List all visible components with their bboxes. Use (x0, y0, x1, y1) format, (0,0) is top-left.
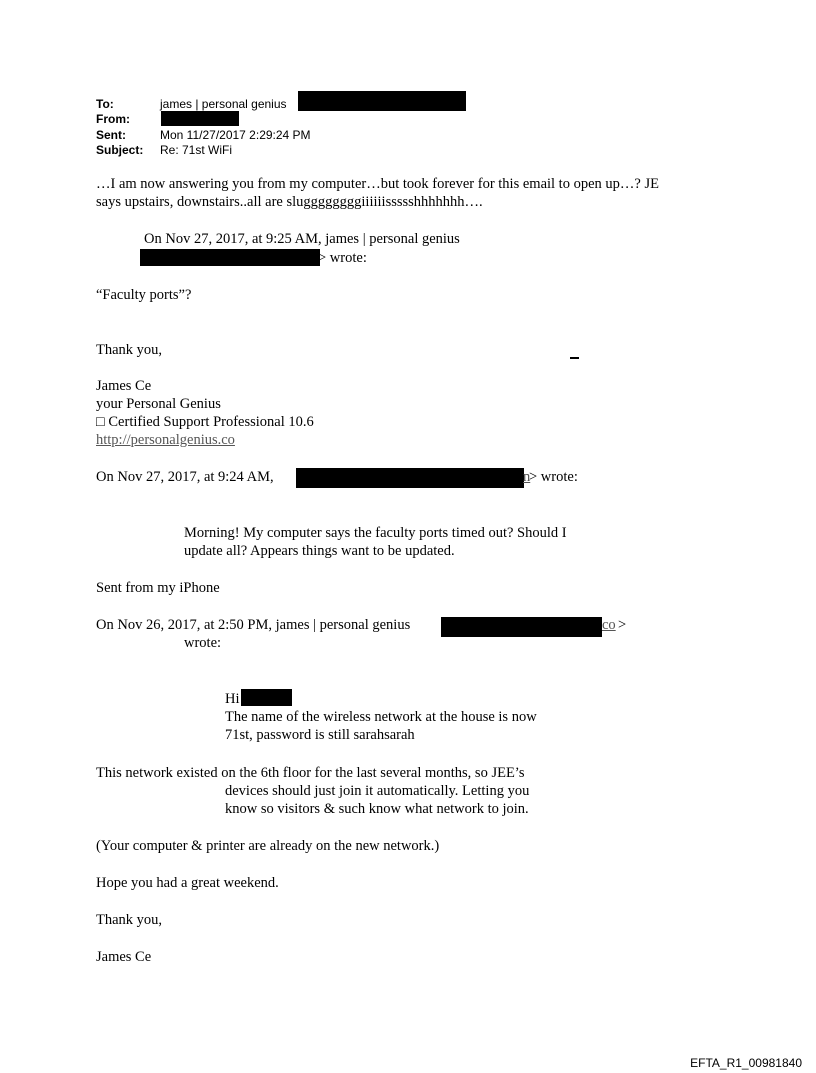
redaction-box (441, 617, 602, 637)
network-line-1: The name of the wireless network at the house is now (225, 709, 537, 725)
quote-3-link-tail[interactable]: co (602, 617, 616, 633)
signature-name: James Ce (96, 378, 152, 394)
redaction-box (296, 468, 524, 488)
signature-link[interactable]: http://personalgenius.co (96, 432, 235, 448)
quote-1-wrote: > wrote: (318, 250, 367, 266)
thank-you-2: Thank you, (96, 912, 163, 928)
subject-label: Subject: (96, 143, 144, 157)
redaction-box (298, 91, 466, 111)
redaction-box (241, 689, 292, 706)
quote-2-wrote: > wrote: (529, 469, 578, 485)
existed-line-2: devices should just join it automatically. Letting you (225, 783, 530, 799)
stray-mark (570, 357, 579, 359)
to-label: To: (96, 97, 114, 111)
sent-value: Mon 11/27/2017 2:29:24 PM (160, 128, 311, 142)
signature-cert: □ Certified Support Professional 10.6 (96, 414, 314, 430)
reply-line-2: says upstairs, downstairs..all are sluggggggggiiiiiissssshhhhhhh…. (96, 194, 483, 210)
quote-2-link-tail[interactable]: n (523, 469, 531, 485)
quote-3-attribution: On Nov 26, 2017, at 2:50 PM, james | personal genius (96, 617, 411, 633)
quote-3-gt: > (618, 617, 627, 633)
quote-1-attribution: On Nov 27, 2017, at 9:25 AM, james | personal genius (144, 231, 460, 247)
quote-3-wrote: wrote: (184, 635, 222, 651)
morning-line-1: Morning! My computer says the faculty ports timed out? Should I (184, 525, 567, 541)
redaction-box (140, 249, 320, 266)
sent-label: Sent: (96, 128, 126, 142)
faculty-ports-text: “Faculty ports”? (96, 287, 192, 303)
printer-line: (Your computer & printer are already on the new network.) (96, 838, 440, 854)
reply-line-1: …I am now answering you from my computer…but took forever for this email to open up…? JE (96, 176, 659, 192)
closing-name: James Ce (96, 949, 152, 965)
redaction-box (161, 111, 239, 126)
quote-2-attribution: On Nov 27, 2017, at 9:24 AM, (96, 469, 274, 485)
subject-value: Re: 71st WiFi (160, 143, 233, 157)
to-value: james | personal genius (160, 97, 287, 111)
document-id: EFTA_R1_00981840 (690, 1056, 802, 1070)
sent-from-iphone: Sent from my iPhone (96, 580, 220, 596)
weekend-line: Hope you had a great weekend. (96, 875, 279, 891)
signature-title: your Personal Genius (96, 396, 221, 412)
greeting-hi: Hi (225, 691, 240, 707)
thank-you-1: Thank you, (96, 342, 163, 358)
morning-line-2: update all? Appears things want to be updated. (184, 543, 455, 559)
from-label: From: (96, 112, 130, 126)
existed-line-3: know so visitors & such know what network to join. (225, 801, 529, 817)
existed-line-1: This network existed on the 6th floor for the last several months, so JEE’s (96, 765, 525, 781)
network-line-2: 71st, password is still sarahsarah (225, 727, 415, 743)
